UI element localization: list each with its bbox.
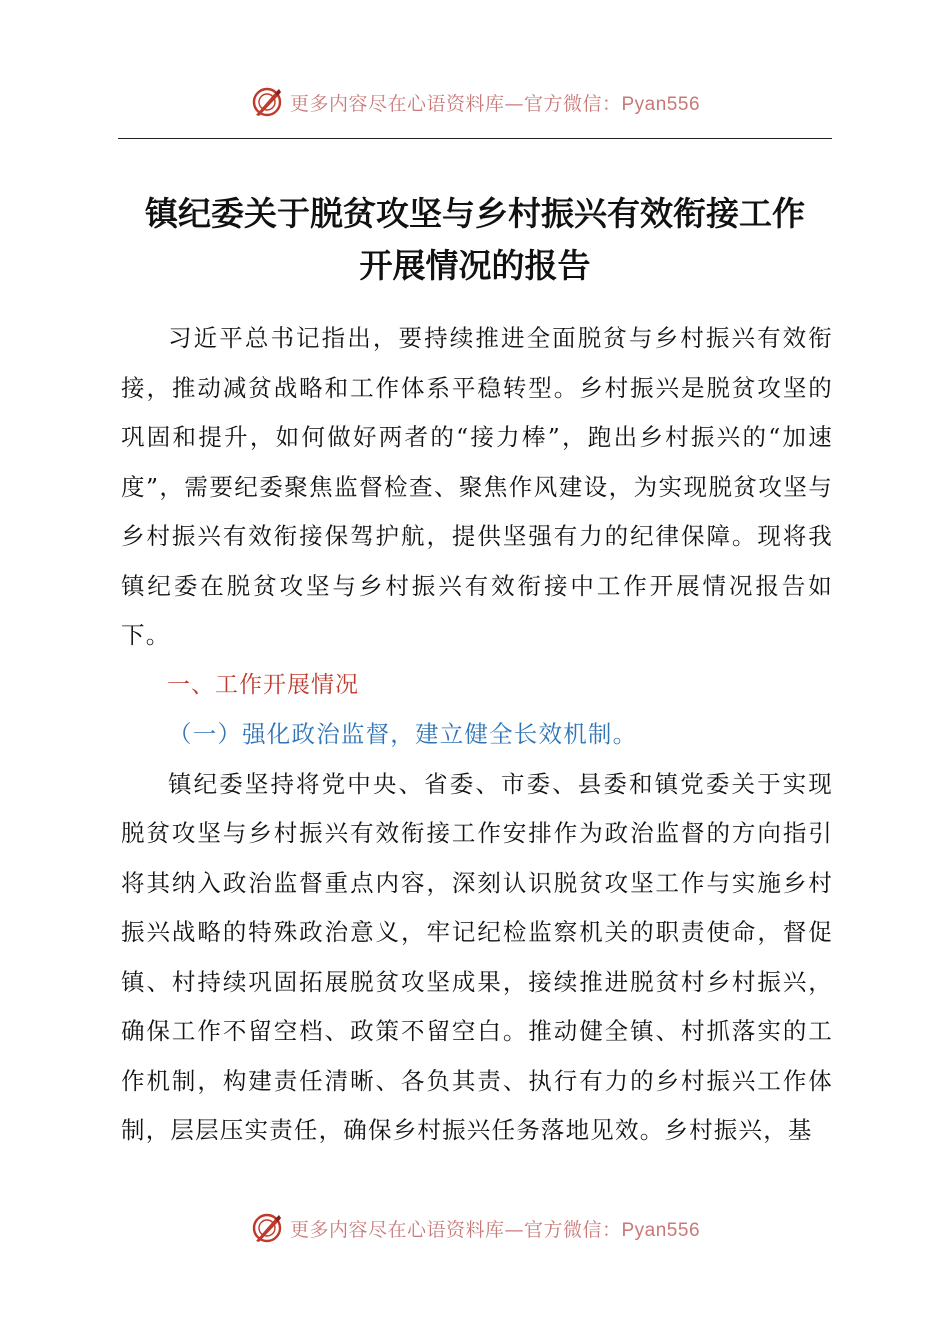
title-line-2: 开展情况的报告 [359, 246, 591, 285]
watermark-text: 更多内容尽在心语资料库—官方微信：Pyan556 [289, 92, 701, 115]
header-rule [118, 138, 832, 139]
body-paragraph: 镇纪委坚持将党中央、省委、市委、县委和镇党委关于实现脱贫攻坚与乡村振兴有效衔接工作安排作为政治监督的方向指引将其纳入政治监督重点内容，深刻认识脱贫攻坚工作与实施乡村振兴战略的特殊政治意义，牢记纪检监察机关的职责使命，督促镇、村持续巩固拓展脱贫攻坚成果，接续推进脱贫村乡村振兴，确保工作不留空档、政策不留空白。推动健全镇、村抓落实的工作机制，构建责任清晰、各负其责、执行有力的乡村振兴工作体制，层层压实责任，确保乡村振兴任务落地见效。乡村振兴，基 [121, 769, 833, 1144]
watermark-text: 更多内容尽在心语资料库—官方微信：Pyan556 [289, 1218, 701, 1241]
pen-logo-icon [250, 1211, 284, 1245]
watermark-banner-bottom [0, 1208, 950, 1248]
pen-logo-icon [250, 85, 284, 119]
wechat-id: Pyan556 [621, 1219, 701, 1241]
watermark-banner-top [0, 82, 950, 122]
section-heading: 一、工作开展情况 [167, 671, 359, 698]
wechat-id: Pyan556 [621, 93, 701, 115]
document-body [121, 314, 833, 1156]
intro-paragraph: 习近平总书记指出，要持续推进全面脱贫与乡村振兴有效衔接，推动减贫战略和工作体系平稳转型。乡村振兴是脱贫攻坚的巩固和提升，如何做好两者的“接力棒”，跑出乡村振兴的“加速度”，需要纪委聚焦监督检查、聚焦作风建设，为实现脱贫攻坚与乡村振兴有效衔接保驾护航，提供坚强有力的纪律保障。现将我镇纪委在脱贫攻坚与乡村振兴有效衔接中工作开展情况报告如下。 [121, 324, 833, 649]
subsection-heading: （一）强化政治监督，建立健全长效机制。 [168, 720, 638, 748]
title-line-1: 镇纪委关于脱贫攻坚与乡村振兴有效衔接工作 [145, 194, 805, 233]
document-title [100, 188, 850, 292]
